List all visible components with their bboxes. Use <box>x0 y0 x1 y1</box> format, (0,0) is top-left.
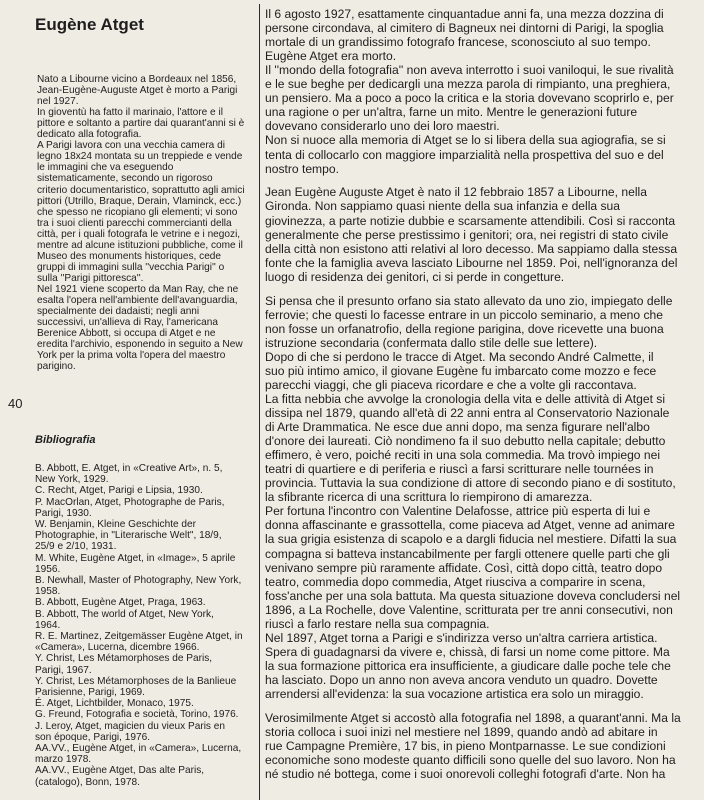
body-text-line: foss'anche per una sola battuta. Ma questa situazione doveva concludersi nel <box>265 588 681 603</box>
bibliography-entry-line: 1964. <box>35 619 61 631</box>
body-text-line: la sfibrante ricerca di una scrittura lo riempirono di amarezza. <box>265 490 593 505</box>
body-text-line: Nel 1897, Atget torna a Parigi e s'indirizza verso un'altra carriera artistica. <box>265 630 658 645</box>
bibliography-entry-line: M. White, Eugène Atget, in «Image», 5 aprile <box>35 552 236 564</box>
body-text-line: di Arte Drammatica. Ne esce due anni dopo, ma senza figurare nell'albo <box>265 420 650 435</box>
bio-line: In gioventù ha fatto il marinaio, l'attore e il <box>37 107 223 119</box>
body-text-line: d'onore dei laureati. Ciò nondimeno fa il suo debutto nella capitale; debutto <box>265 434 666 449</box>
body-text-line: La fitta nebbia che avvolge la cronologia della vita e delle attività di Atget si <box>265 391 666 406</box>
body-text-line: Spera di guadagnarsi da vivere e, chissà, di farsi un nome come pittore. Ma <box>265 644 670 659</box>
bio-line: dedicato alla fotografia. <box>37 129 142 141</box>
bio-line: criterio documentaristico, soprattutto agli amici <box>37 184 245 196</box>
sidebar-title: Eugène Atget <box>35 15 144 34</box>
bibliography-entry-line: R. E. Martinez, Zeitgemässer Eugène Atget, in <box>35 631 243 642</box>
bio-line: Museo des monuments historiques, cede <box>37 250 222 262</box>
body-text-line: persone circondava, al cimitero di Bagneux nei dintorni di Parigi, la spoglia <box>265 21 664 36</box>
bibliography-entry-line: AA.VV., Eugène Atget, Das alte Paris, <box>35 765 205 777</box>
column-divider <box>259 4 260 800</box>
body-text-line: arrendersi all'evidenza: la sua vocazione artistica era solo un miraggio. <box>265 687 644 702</box>
page-number: 40 <box>8 396 23 411</box>
body-text-line: né studio né bottega, come i suoi onorevoli colleghi fotografi d'arte. Non ha <box>265 767 666 782</box>
body-text-line: la sua grigia esistenza di scapolo e a dargli fiducia nel mestiere. Difatti la sua <box>265 532 677 547</box>
body-text-line: Si pensa che il presunto orfano sia stato allevato da uno zio, impiegato delle <box>265 293 673 308</box>
body-text-line: e le sue beghe per dedicargli una mezza parola di rimpianto, una preghiera, <box>265 77 671 92</box>
bio-line: Nel 1921 viene scoperto da Man Ray, che ne <box>37 283 239 295</box>
body-text-line: Dopo di che si perdono le tracce di Atget. Ma secondo André Calmette, il <box>265 349 654 364</box>
body-text-line: riuscì a farlo restare nella sua compagnia. <box>265 616 490 631</box>
body-text-line: generalmente che perse prestissimo i genitori; ora, nei registri di stato civile <box>265 227 669 242</box>
body-text-line: Jean Eugène Auguste Atget è nato il 12 febbraio 1857 a Libourne, nella <box>265 185 647 200</box>
bibliography-entry-line: Parisienne, Parigi, 1969. <box>35 687 145 698</box>
body-text-line: storia colloca i suoi inizi nel mestiere nel 1899, quando andò ad abitare in <box>265 724 658 739</box>
bibliography-entry-line: 1958. <box>35 586 61 598</box>
bio-line: eredita l'archivio, esponendo in seguito a New <box>37 339 243 351</box>
body-text-line: effimero, è vero, poiché reciti in una sola commedia. Ma trovò impiego nei <box>265 448 661 463</box>
bibliography-entry-line: P. MacOrlan, Atget, Photographe de Paris, <box>35 496 225 508</box>
bio-line: Jean-Eugène-Auguste Atget è morto a Parigi <box>37 85 238 97</box>
body-text-line: dovevano considerarlo uno dei loro maestri. <box>265 119 500 134</box>
bio-line: Berenice Abbott, si occupa di Atget e ne <box>37 328 216 340</box>
bibliography-heading: Bibliografia <box>35 434 96 446</box>
body-text-line: un pensiero. Ma a poco a poco la critica e la storia dovevano scoprirlo e, per <box>265 91 674 106</box>
bio-line: sulla ''Parigi pittoresca''. <box>37 272 144 284</box>
bibliography-entry-line: marzo 1978. <box>35 754 92 766</box>
body-text-line: dissipa nel 1879, quando all'età di 22 anni entra al Conservatorio Nazionale <box>265 406 670 421</box>
body-text-line: nostro tempo. <box>265 161 339 176</box>
bio-line: Nato a Libourne vicino a Bordeaux nel 1856, <box>37 74 237 85</box>
bibliography-entry-line: W. Benjamin, Kleine Geschichte der <box>35 519 197 530</box>
body-text-line: Eugène Atget era morto. <box>265 49 397 64</box>
body-text-line: 1896, a La Rochelle, dove Valentine, scritturata per tre anni consecutivi, non <box>265 602 673 617</box>
bio-line: parigino. <box>37 361 76 373</box>
bio-line: York per la prima volta l'opera del maestro <box>37 350 226 362</box>
bibliography-entry-line: É. Atget, Lichtbilder, Monaco, 1975. <box>35 698 194 710</box>
body-text-line: economiche sono modeste quanto difficili sono quelle del suo lavoro. Non ha <box>265 753 676 768</box>
bio-line: successivi, un'allieva di Ray, l'americana <box>37 317 218 329</box>
body-text-line: della città non esistono atti relativi al loro decesso. Ma sappiamo dalla stessa <box>265 241 678 256</box>
body-text-line: suo più intimo amico, il giovane Eugène fu imbarcato come mozzo e fece <box>265 363 657 378</box>
bio-line: legno 18x24 montata su un treppiede e vende <box>37 151 243 163</box>
body-text-line: parecchi viaggi, che gli piaceva ricordare e che a volte gli raccontava. <box>265 377 637 392</box>
bibliography-entry-line: Parigi, 1930. <box>35 507 92 519</box>
bio-line: esalta l'opera nell'ambiente dell'avanguardia, <box>37 295 238 306</box>
body-text-line: Verosimilmente Atget si accostò alla fotografia nel 1898, a quarant'anni. Ma la <box>265 710 681 725</box>
bio-line: pittore e soltanto a partire dai quarant'anni si è <box>37 118 245 130</box>
bio-line: mentre ad alcune istituzioni pubbliche, come il <box>37 239 243 251</box>
body-text-line: Il 6 agosto 1927, esattamente cinquantadue anni fa, una mezza dozzina di <box>265 7 664 21</box>
bibliography-entry-line: Y. Christ, Les Métamorphoses de la Banlieue <box>35 675 237 687</box>
body-text-line: tenta di collocarlo con maggiore imparzialità nella prospettiva del suo e del <box>265 147 664 162</box>
bio-line: sistematicamente, secondo un rigoroso <box>37 173 213 185</box>
bio-line: gruppi di immagini sulla ''vecchia Parigi'' o <box>37 261 225 273</box>
bibliography-entry-line: Photographie, in "Literarische Welt", 18/9, <box>35 530 222 542</box>
body-text-line: non fosse un orfanatrofio, della regione parigina, dove ricevette una buona <box>265 321 664 336</box>
bio-line: città, per i quali fotografa le vetrine e i negozi, <box>37 228 241 240</box>
bio-line: nel 1927. <box>37 96 79 108</box>
bibliography-entry-line: AA.VV., Eugène Atget, in «Camera», Lucerna, <box>35 743 242 754</box>
bibliography-entry-line: 1956. <box>35 563 61 575</box>
body-text-line: compagna si batteva instancabilmente per fargli ottenere quelle parti che gli <box>265 546 670 561</box>
body-text-line: ferrovie; che questi lo facesse entrare in un piccolo seminario, a meno che <box>265 307 663 322</box>
body-text-line: istruzione secondaria (confermata dallo stile delle sue lettere). <box>265 335 598 350</box>
bio-line: pittori (Utrillo, Braque, Derain, Vlaminck, ecc.) <box>37 195 242 207</box>
body-text-line: donna affascinante e grassottella, come piaceva ad Atget, venne ad animare <box>265 518 675 533</box>
body-text-line: ha lasciato. Dopo un anno non aveva ancora venduto un quadro. Dovette <box>265 672 658 687</box>
bibliography-entry-line: 25/9 e 2/10, 1931. <box>35 541 117 553</box>
bibliography-entry-line: «Camera», Lucerna, dicembre 1966. <box>35 642 200 654</box>
bibliography-entry-line: Y. Christ, Les Métamorphoses de Paris, <box>35 653 213 665</box>
bibliography-entry-line: B. Abbott, E. Atget, in «Creative Art», n. 5, <box>35 463 223 474</box>
bibliography-entry-line: Parigi, 1967. <box>35 664 92 676</box>
bibliography-entry-line: B. Abbott, Eugène Atget, Praga, 1963. <box>35 597 206 609</box>
body-text-line: luogo di residenza dei genitori, ci si perde in congetture. <box>265 269 565 284</box>
body-text-line: la sua formazione pittorica era insufficiente, a giudicare dalle poche tele che <box>265 658 671 673</box>
bio-line: che spesso ne ricopiano gli elementi; vi sono <box>37 206 238 218</box>
body-text-line: giovinezza, a parte notizie dubbie e scarsamente attendibili. Così si racconta <box>265 213 676 228</box>
bio-line: le immagini che va eseguendo <box>37 162 174 174</box>
bio-line: specialmente dei dadaisti; negli anni <box>37 306 200 318</box>
bibliography-entry-line: B. Newhall, Master of Photography, New York, <box>35 575 242 586</box>
body-text-line: provincia. Tuttavia la sua condizione di attore di secondo piano e di sostituto, <box>265 476 676 491</box>
bibliography-entry-line: (catalogo), Bonn, 1978. <box>35 776 140 788</box>
body-text-line: Non si nuoce alla memoria di Atget se lo si libera della sua agiografia, se si <box>265 133 666 148</box>
bibliography-entry-line: G. Freund, Fotografia e società, Torino, 1976. <box>35 709 239 721</box>
body-text-line: teatro, commedia dopo commedia, Atget riusciva a comparire in scena, <box>265 574 646 589</box>
body-text-line: Il ''mondo della fotografia'' non aveva interrotto i suoi vaniloqui, le sue rivalità <box>265 63 674 78</box>
body-text-line: teatri di quartiere e di periferia e riuscì a farsi scritturare nelle tournées in <box>265 462 654 477</box>
bibliography-entry-line: J. Leroy, Atget, magicien du vieux Paris en <box>35 720 226 732</box>
body-text-line: Per fortuna l'incontro con Valentine Delafosse, attrice più esperta di lui e <box>265 504 651 519</box>
body-text-line: fonte che la famiglia aveva lasciato Libourne nel 1859. Poi, nell'ignoranza del <box>265 255 678 270</box>
bibliography-entry-line: New York, 1929. <box>35 474 109 486</box>
body-text-line: Gironda. Non sappiamo quasi niente della sua infanzia e della sua <box>265 199 620 214</box>
bibliography-entry-line: C. Recht, Atget, Parigi e Lipsia, 1930. <box>35 485 203 497</box>
body-text-line: mortale di un grandissimo fotografo francese, sconosciuto al suo tempo. <box>265 35 651 50</box>
bio-line: tra i suoi clienti parecchi commercianti della <box>37 217 232 229</box>
body-text-line: rue Campagne Première, 17 bis, in pieno Montparnasse. Le sue condizioni <box>265 739 666 753</box>
bibliography-entry-line: B. Abbott, The world of Atget, New York, <box>35 608 214 620</box>
bibliography-entry-line: son époque, Parigi, 1976. <box>35 731 151 743</box>
bio-line: A Parigi lavora con una vecchia camera di <box>37 140 225 152</box>
body-text-line: venivano sempre più raramente affidate. Così, città dopo città, teatro dopo <box>265 560 663 575</box>
body-text-line: una ragione o per un'altra, farne un mito. Mentre le generazioni future <box>265 105 638 120</box>
